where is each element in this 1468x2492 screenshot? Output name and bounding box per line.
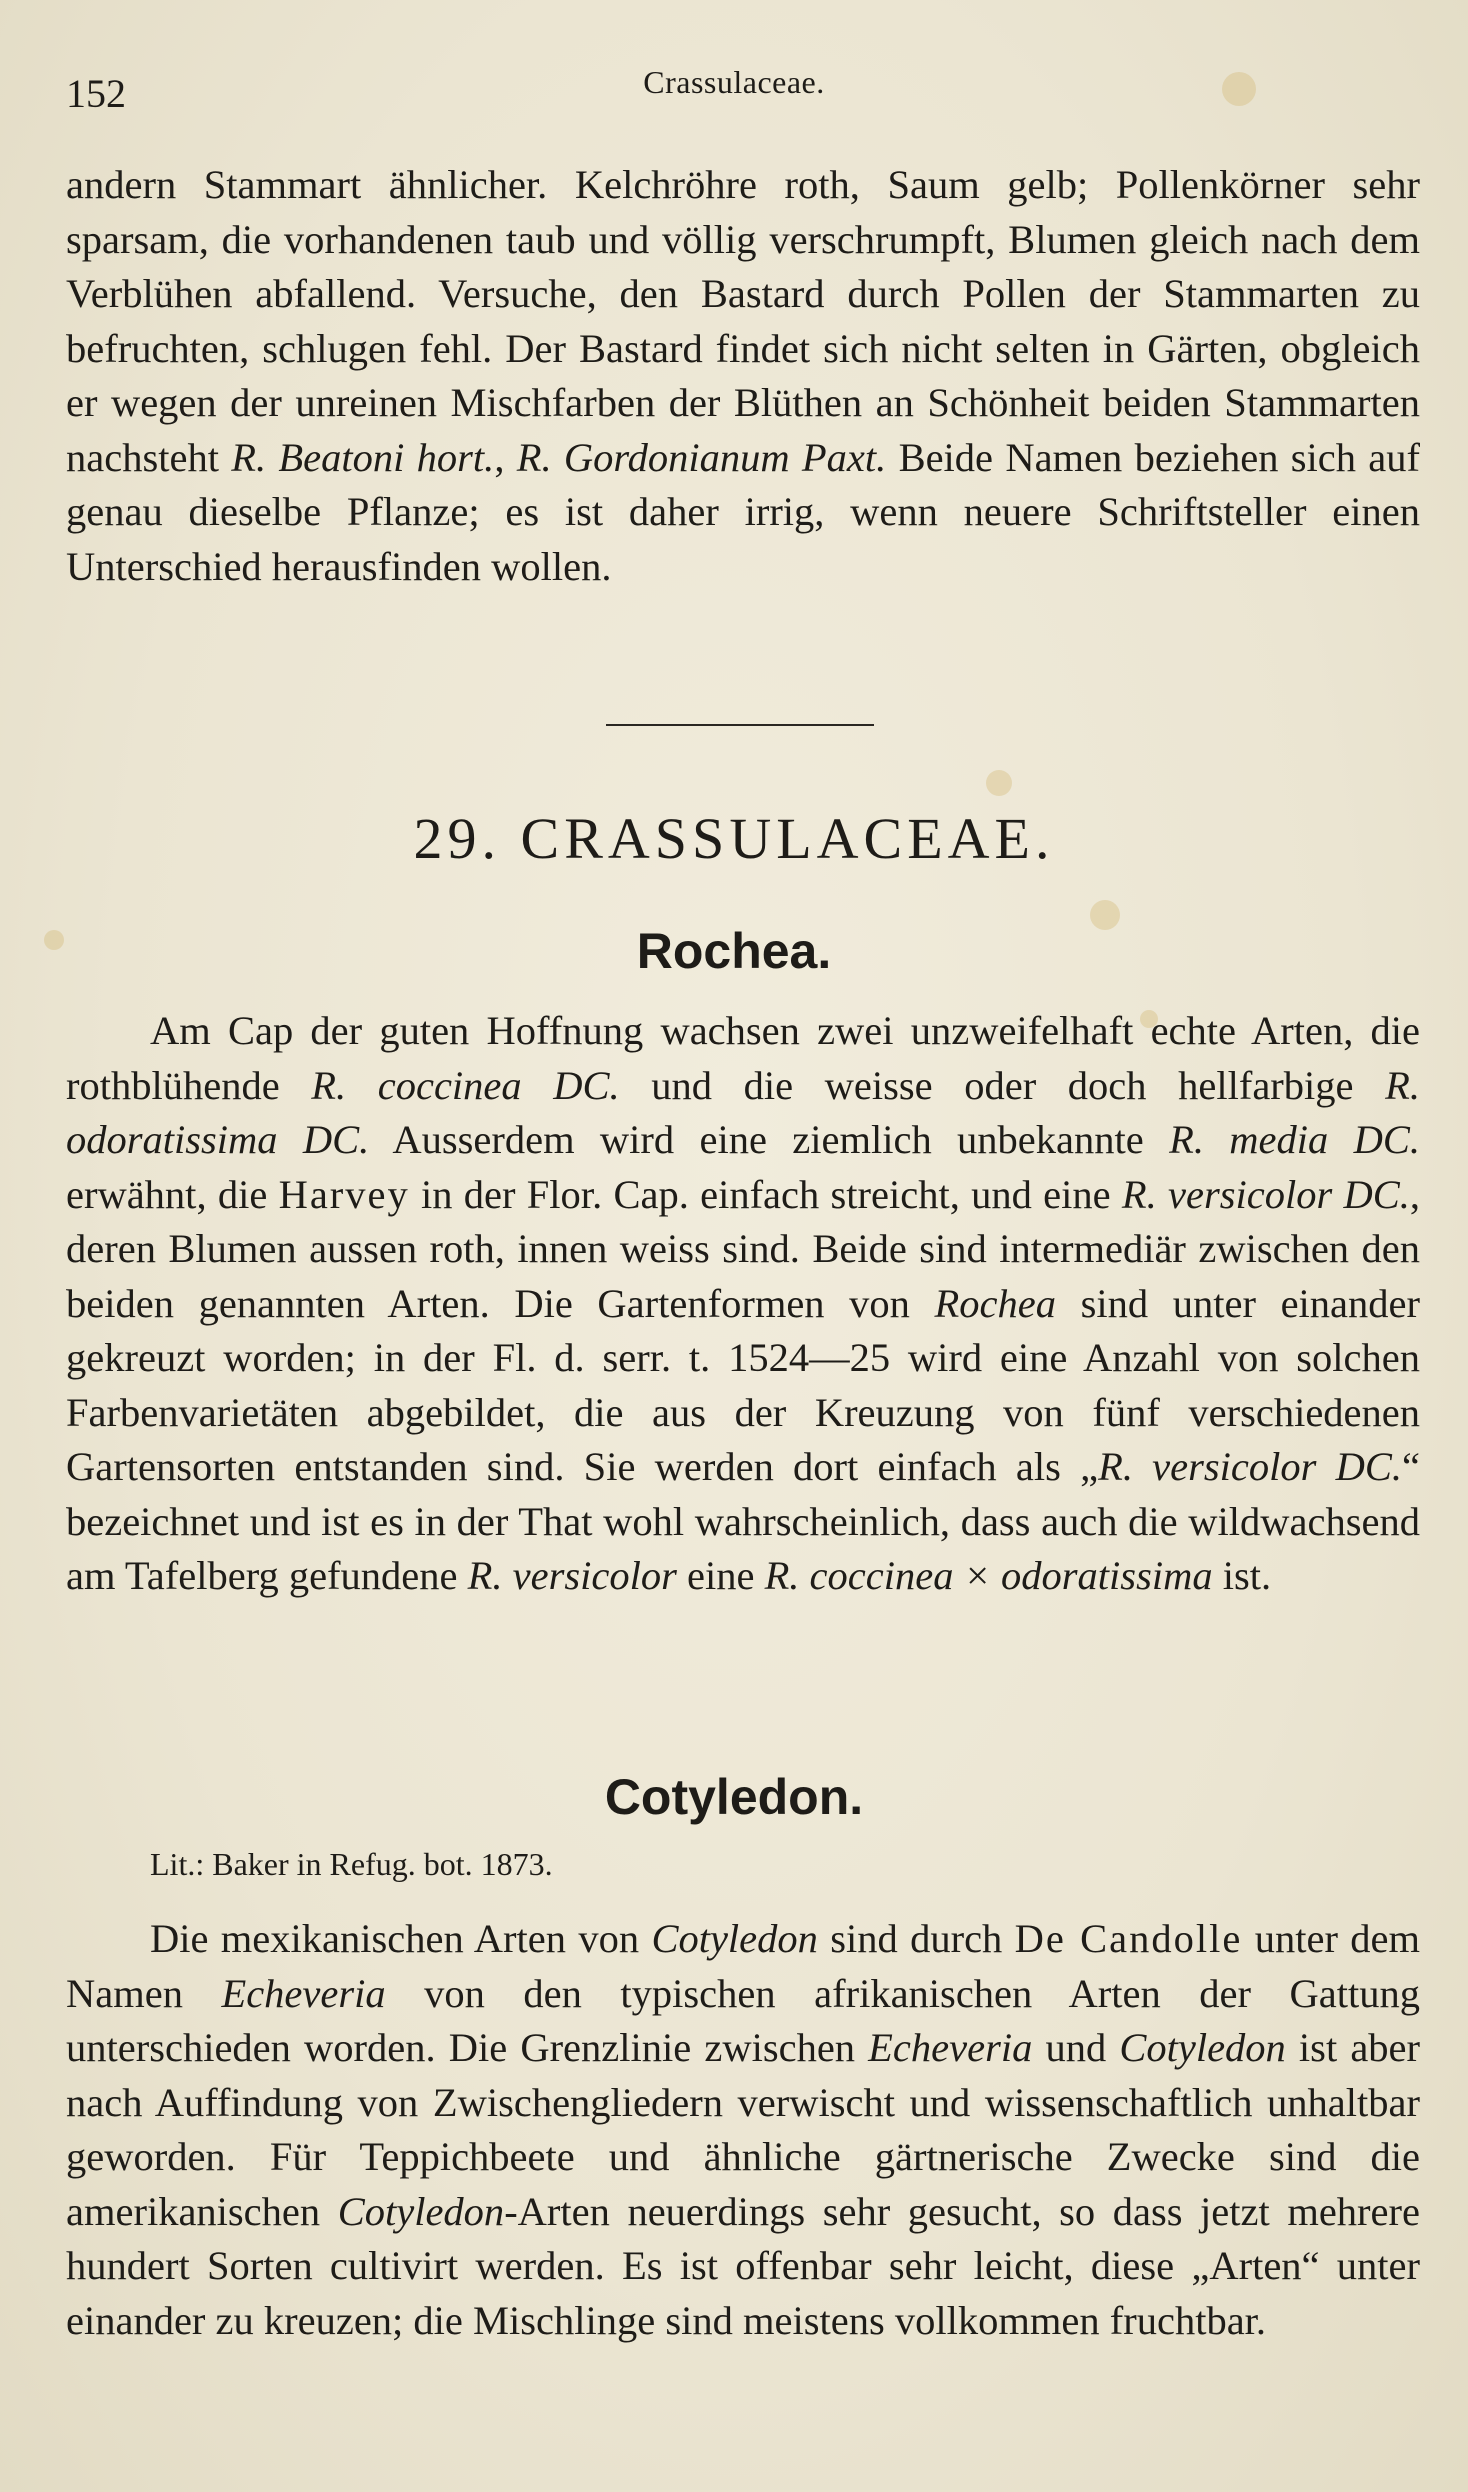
text: , deren Blumen aussen roth, innen weiss sind. Beide sind intermediär zwischen den beiden genannten Arten. Die Gartenformen von — [66, 1171, 1421, 1326]
paragraph-hybrid-note — [66, 158, 1420, 594]
author-name: De Candolle — [1014, 1916, 1243, 1961]
species-name: R. media DC. — [1169, 1117, 1420, 1162]
synonym: R. Gordonianum Paxt. — [516, 434, 887, 480]
foxing-stain — [986, 770, 1012, 796]
separator: , — [494, 434, 517, 480]
text: “ bezeichnet und ist es in der That wohl wahrscheinlich, dass auch die wildwachsend am Tafelberg gefundene — [66, 1444, 1420, 1598]
text: und — [1032, 2025, 1120, 2070]
species-name: R. versicolor DC. — [1098, 1444, 1403, 1489]
literature-reference: Lit.: Baker in Refug. bot. 1873. — [150, 1846, 553, 1882]
species-name: R. versicolor — [467, 1553, 677, 1598]
running-title: Crassulaceae. — [643, 64, 825, 100]
text: sind unter einander gekreuzt worden; in der Fl. d. serr. t. 1524—25 wird eine Anzahl von solchen Farbenvarietäten abgebildet, die aus der Kreuzung von fünf verschiedenen Gartensorten entstanden sind. Sie werden dort einfach als „ — [66, 1280, 1420, 1489]
text: und die weisse oder doch hellfarbige — [619, 1062, 1386, 1108]
species-name: R. versicolor DC. — [1121, 1171, 1410, 1217]
text: von den typischen afrikanischen Arten der Gattung unterschieden worden. Die Grenzlinie zwischen — [66, 1970, 1420, 2070]
paragraph-cotyledon — [66, 1912, 1420, 2348]
text: in der Flor. Cap. einfach streicht, und eine — [409, 1171, 1122, 1217]
genus-name: Cotyledon — [1119, 2025, 1286, 2070]
text: ist. — [1212, 1553, 1272, 1598]
paragraph-text: Beide Namen beziehen sich auf genau dieselbe Pflanze; es ist daher irrig, wenn neuere Schriftsteller einen Unterschied herausfinden wollen. — [66, 434, 1421, 589]
text: sind durch — [817, 1916, 1015, 1961]
text: eine — [676, 1553, 765, 1598]
genus-name: Cotyledon — [337, 2188, 505, 2234]
species-name: R. odoratissima DC. — [66, 1062, 1420, 1162]
text: ist aber nach Auffindung von Zwischengliedern verwischt und wissenschaftlich unhaltbar geworden. Für Teppichbeete und ähnliche gärtnerische Zwecke sind die amerikanischen — [66, 2025, 1421, 2234]
genus-name: Echeveria — [868, 2025, 1033, 2070]
author-name: Harvey — [278, 1171, 410, 1217]
paragraph-rochea — [66, 1004, 1420, 1604]
text: Am Cap der guten Hoffnung wachsen zwei unzweifelhaft echte Arten, die rothblühende — [66, 1008, 1420, 1108]
genus-name: Rochea — [934, 1280, 1056, 1326]
species-name: R. coccinea DC. — [311, 1062, 620, 1108]
text: Ausserdem wird eine ziemlich unbekannte — [369, 1117, 1170, 1162]
synonym: R. Beatoni hort. — [231, 434, 495, 480]
family-heading: 29. CRASSULACEAE. — [413, 806, 1055, 871]
text: Die mexikanischen Arten von — [150, 1916, 652, 1961]
paragraph-text: andern Stammart ähnlicher. Kelchröhre roth, Saum gelb; Pollenkörner sehr sparsam, die vorhandenen taub und völlig verschrumpft, Blumen gleich nach dem Verblühen abfallend. Versuche, den Bastard durch Pollen der Stammarten zu befruchten, schlugen fehl. Der Bastard findet sich nicht selten in Gärten, obgleich er wegen der unreinen Mischfarben der Blüthen an Schönheit beiden Stammarten nachsteht — [66, 162, 1420, 480]
page-number: 152 — [66, 71, 126, 116]
text: erwähnt, die — [66, 1171, 279, 1217]
text: unter dem Namen — [66, 1916, 1420, 2016]
genus-name: Echeveria — [221, 1970, 386, 2016]
section-divider — [606, 724, 874, 726]
genus-name: Cotyledon — [651, 1916, 818, 1961]
genus-heading-cotyledon: Cotyledon. — [604, 1769, 864, 1825]
text: -Arten neuerdings sehr gesucht, so dass jetzt mehrere hundert Sorten cultivirt werden. Es ist offenbar sehr leicht, diese „Arten“ unter einander zu kreuzen; die Mischlinge sind meistens vollkommen fruchtbar. — [66, 2188, 1420, 2343]
hybrid-formula: R. coccinea × odoratissima — [764, 1553, 1213, 1598]
genus-heading-rochea: Rochea. — [636, 923, 832, 979]
